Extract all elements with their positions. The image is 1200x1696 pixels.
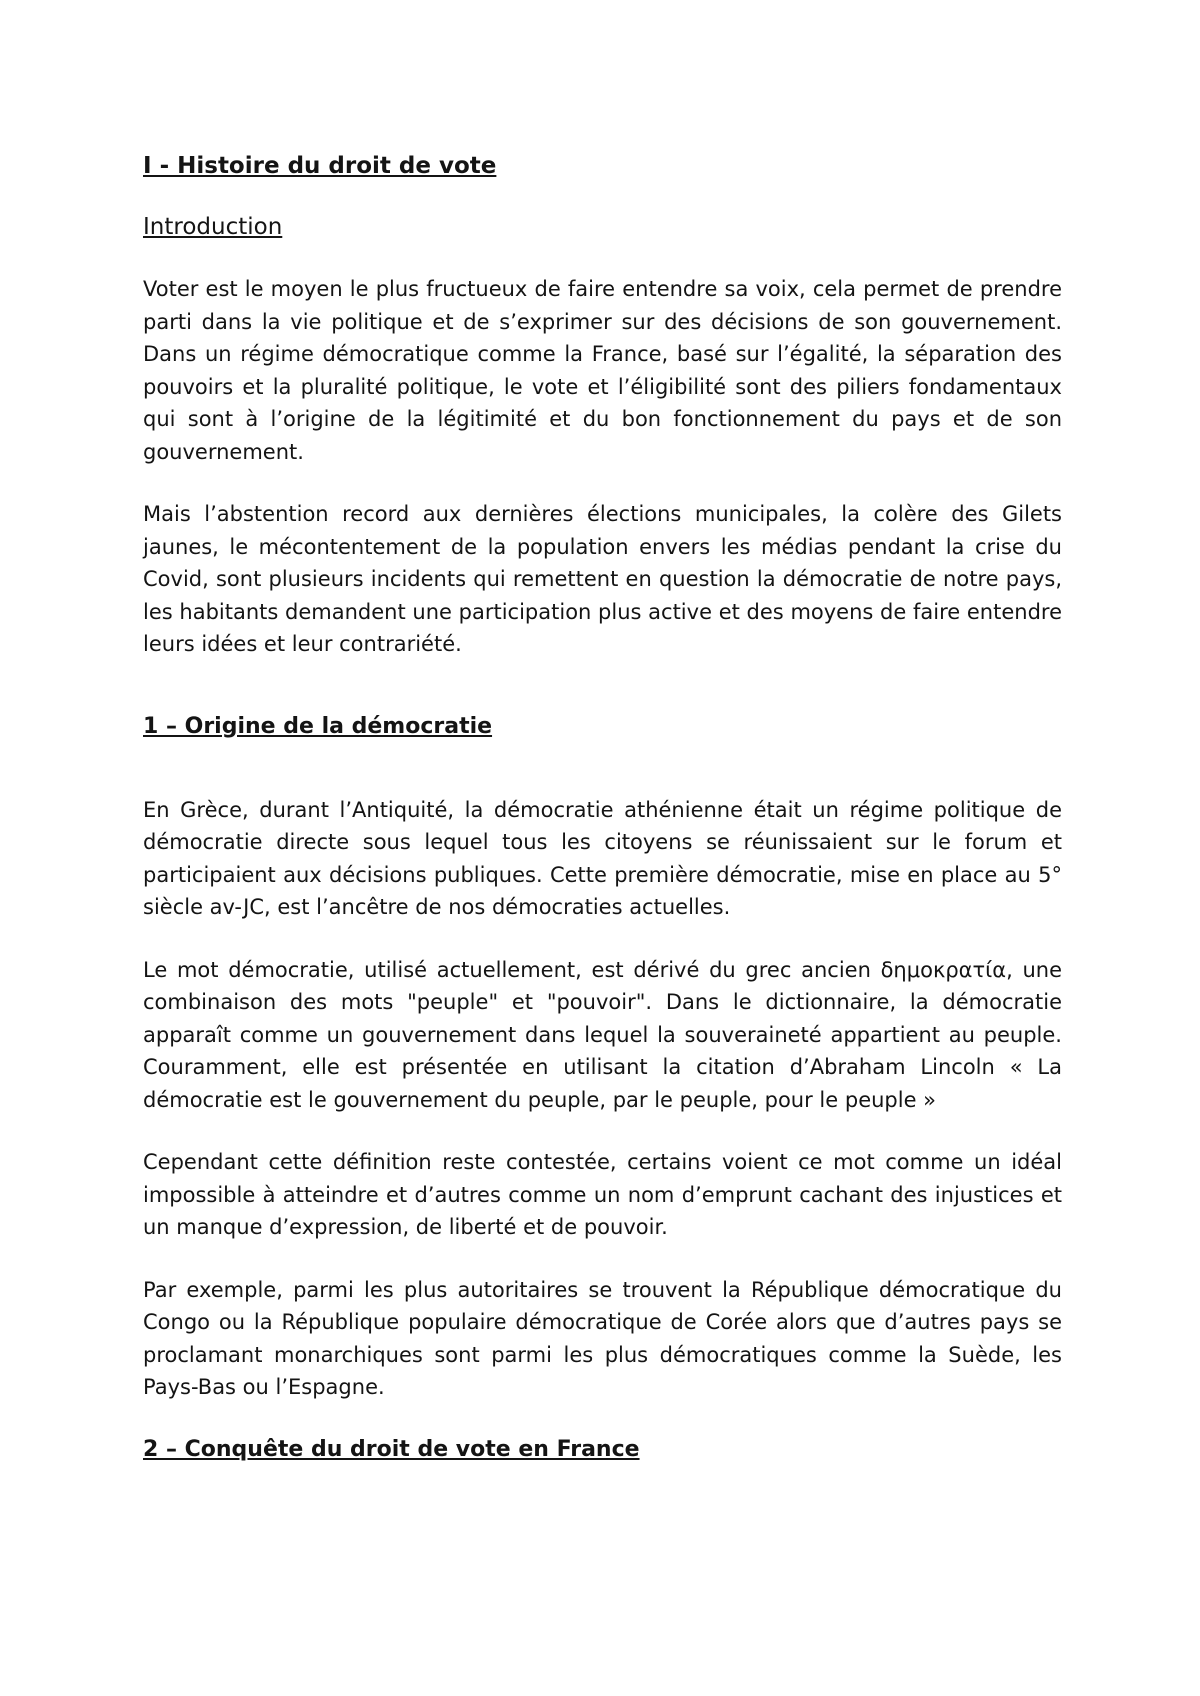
intro-paragraph-2: Mais l’abstention record aux dernières élections municipales, la colère des Gilets jaunes, le mécontentement de la population envers les médias pendant la crise du Covid, sont plusieurs incidents qui remettent en question la démocratie de notre pays, les habitants demandent une participation plus active et des moyens de faire entendre leurs idées et leur contrariété. xyxy=(143,502,1062,656)
document-title: I - Histoire du droit de vote xyxy=(143,153,497,179)
section-1-paragraph-2: Le mot démocratie, utilisé actuellement, est dérivé du grec ancien δημοκρατία, une combinaison des mots "peuple" et "pouvoir". Dans le dictionnaire, la démocratie apparaît comme un gouvernement dans lequel la souveraineté appartient au peuple. Couramment, elle est présentée en utilisant la citation d’Abraham Lincoln « La démocratie est le gouvernement du peuple, par le peuple, pour le peuple » xyxy=(143,957,1062,1112)
section-1-heading: 1 – Origine de la démocratie xyxy=(143,713,493,739)
intro-paragraph-1: Voter est le moyen le plus fructueux de faire entendre sa voix, cela permet de prendre parti dans la vie politique et de s’exprimer sur des décisions de son gouvernement. Dans un régime démocratique comme la France, basé sur l’égalité, la séparation des pouvoirs et la pluralité politique, le vote et l’éligibilité sont des piliers fondamentaux qui sont à l’origine de la légitimité et du bon fonctionnement du pays et de son gouvernement. xyxy=(143,277,1062,464)
section-1-paragraph-4: Par exemple, parmi les plus autoritaires se trouvent la République démocratique du Congo ou la République populaire démocratique de Corée alors que d’autres pays se proclamant monarchiques sont parmi les plus démocratiques comme la Suède, les Pays-Bas ou l’Espagne. xyxy=(143,1277,1062,1399)
document-page xyxy=(143,150,1062,1466)
introduction-heading: Introduction xyxy=(143,214,283,240)
section-1-paragraph-1: En Grèce, durant l’Antiquité, la démocratie athénienne était un régime politique de démocratie directe sous lequel tous les citoyens se réunissaient sur le forum et participaient aux décisions publiques. Cette première démocratie, mise en place au 5° siècle av-JC, est l’ancêtre de nos démocraties actuelles. xyxy=(143,797,1062,919)
section-2-heading: 2 – Conquête du droit de vote en France xyxy=(143,1436,640,1462)
section-1-paragraph-3: Cependant cette définition reste contestée, certains voient ce mot comme un idéal impossible à atteindre et d’autres comme un nom d’emprunt cachant des injustices et un manque d’expression, de liberté et de pouvoir. xyxy=(143,1150,1062,1239)
